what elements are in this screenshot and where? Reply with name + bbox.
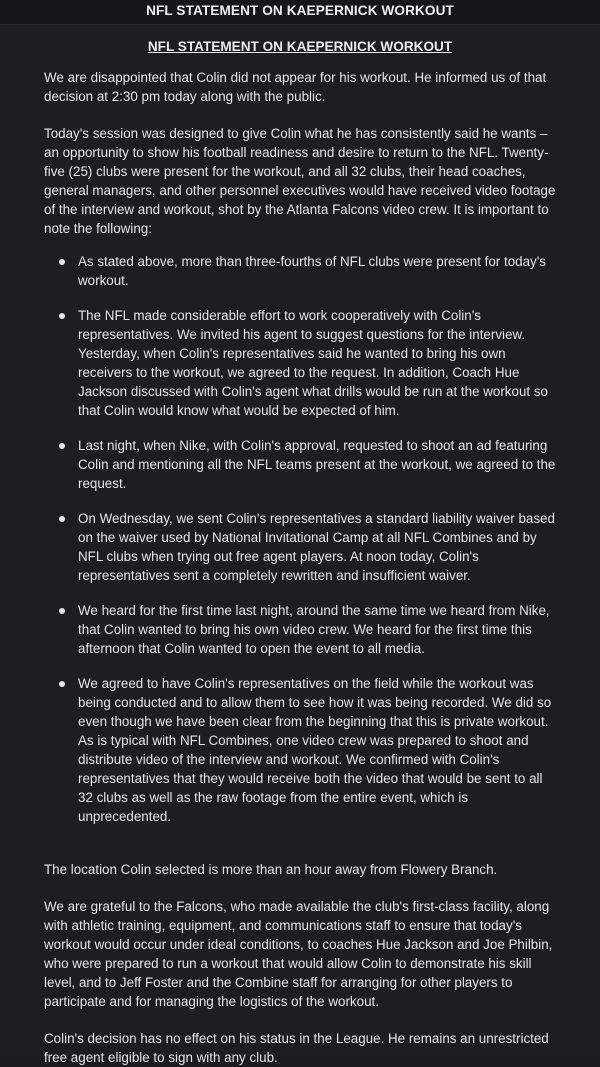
list-item	[78, 601, 556, 658]
document-body	[0, 25, 600, 1065]
list-item-text: As stated above, more than three-fourths of NFL clubs were present for today's workout.	[78, 254, 546, 288]
list-item	[78, 306, 556, 420]
list-item	[78, 509, 556, 585]
closing-paragraph: Colin's decision has no effect on his status in the League. He remains an unrestricted free agent eligible to sign with any club.	[44, 1031, 549, 1065]
list-item	[78, 674, 556, 826]
list-item-text: On Wednesday, we sent Colin's representatives a standard liability waiver based on the waiver used by National Invitational Camp at all NFL Combines and by NFL clubs when trying out free agent players. At noon today, Colin's representatives sent a completely rewritten and insufficient waiver.	[78, 511, 555, 583]
bullet-icon	[59, 443, 65, 449]
bullet-icon	[59, 516, 65, 522]
intro-paragraph: We are disappointed that Colin did not appear for his workout. He informed us of that decision at 2:30 pm today along with the public.	[44, 70, 547, 104]
document-title: NFL STATEMENT ON KAEPERNICK WORKOUT	[147, 39, 453, 54]
statement-bullet-list	[44, 252, 556, 826]
closing-paragraph: The location Colin selected is more than an hour away from Flowery Branch.	[44, 862, 498, 877]
bullet-icon	[59, 313, 65, 319]
closing-paragraph: We are grateful to the Falcons, who made available the club's first-class facility, along with athletic training, equipment, and communications staff to ensure that today's workout would occur under ideal conditions, to coaches Hue Jackson and Joe Philbin, who were prepared to run a workout that would allow Colin to demonstrate his skill level, and to Jeff Foster and the Combine staff for arranging for other players to participate and for managing the logistics of the workout.	[44, 899, 553, 1009]
list-item-text: Last night, when Nike, with Colin's approval, requested to shoot an ad featuring Colin and mentioning all the NFL teams present at the workout, we agreed to the request.	[78, 438, 556, 491]
list-item	[78, 252, 556, 290]
list-item-text: The NFL made considerable effort to work cooperatively with Colin's representatives. We invited his agent to suggest questions for the interview. Yesterday, when Colin's representatives said he wanted to bring his own receivers to the workout, we agreed to the request. In addition, Coach Hue Jackson discussed with Colin's agent what drills would be run at the workout so that Colin would know what would be expected of him.	[78, 308, 548, 418]
list-item-text: We heard for the first time last night, around the same time we heard from Nike, that Colin wanted to bring his own video crew. We heard for the first time this afternoon that Colin wanted to open the event to all media.	[78, 603, 550, 656]
page-header-title: NFL STATEMENT ON KAEPERNICK WORKOUT	[0, 0, 600, 25]
bullet-icon	[59, 259, 65, 265]
intro-paragraph: Today's session was designed to give Colin what he has consistently said he wants – an opportunity to show his football readiness and desire to return to the NFL. Twenty-five (25) clubs were present for the workout, and all 32 clubs, their head coaches, general managers, and other personnel executives would have received video footage of the interview and workout, shot by the Atlanta Falcons video crew. It is important to note the following:	[44, 126, 556, 236]
bullet-icon	[59, 681, 65, 687]
list-item	[78, 436, 556, 493]
bullet-icon	[59, 608, 65, 614]
list-item-text: We agreed to have Colin's representatives on the field while the workout was being conducted and to allow them to see how it was being recorded. We did so even though we have been clear from the beginning that this is private workout. As is typical with NFL Combines, one video crew was prepared to shoot and distribute video of the interview and workout. We confirmed with Colin's representatives that they would receive both the video that would be sent to all 32 clubs as well as the raw footage from the entire event, which is unprecedented.	[78, 676, 552, 824]
